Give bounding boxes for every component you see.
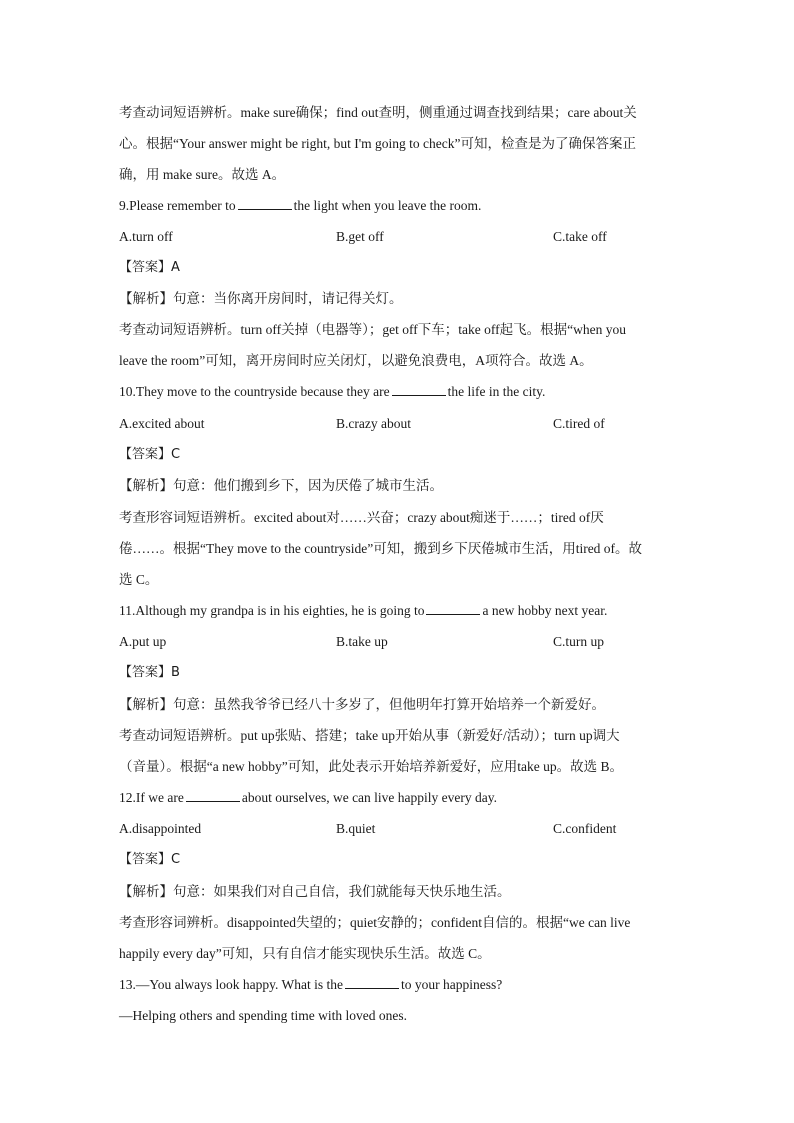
text-line: 确，用 make sure。故选 A。	[119, 167, 286, 182]
answer-blank	[345, 976, 399, 989]
explanation-line: 【解析】句意：当你离开房间时，请记得关灯。	[119, 291, 403, 306]
option-a: A.disappointed	[119, 821, 202, 836]
question-11-stem: 11.Although my grandpa is in his eighties, he is going to a new hobby next year.	[119, 603, 608, 618]
question-13-stem: 13.—You always look happy. What is the to your happiness?	[119, 977, 503, 992]
explanation-line: happily every day”可知，只有自信才能实现快乐生活。故选 C。	[119, 946, 491, 961]
explanation-line: leave the room”可知，离开房间时应关闭灯，以避免浪费电，A项符合。故选 A。	[119, 353, 593, 368]
option-a: A.excited about	[119, 416, 205, 431]
explanation-line: 【解析】句意：如果我们对自己自信，我们就能每天快乐地生活。	[119, 884, 511, 899]
text-line: 考查动词短语辨析。make sure确保；find out查明，侧重通过调查找到结果；care about关	[119, 105, 637, 120]
option-b: B.get off	[336, 229, 384, 244]
question-9-stem: 9.Please remember to the light when you leave the room.	[119, 198, 482, 213]
explanation-line: 考查形容词辨析。disappointed失望的；quiet安静的；confident自信的。根据“we can live	[119, 915, 631, 930]
option-a: A.put up	[119, 634, 167, 649]
answer-label: 【答案】A	[119, 260, 180, 275]
answer-blank	[392, 383, 446, 396]
explanation-line: 考查动词短语辨析。put up张贴、搭建；take up开始从事（新爱好/活动）；turn up调大	[119, 728, 620, 743]
answer-label: 【答案】B	[119, 665, 180, 680]
option-a: A.turn off	[119, 229, 173, 244]
explanation-line: 选 C。	[119, 572, 159, 587]
option-c: C.turn up	[553, 634, 605, 649]
explanation-line: 倦……。根据“They move to the countryside”可知，搬到乡下厌倦城市生活，用tired of。故	[119, 541, 643, 556]
question-10-stem: 10.They move to the countryside because they are the life in the city.	[119, 384, 546, 399]
explanation-line: 【解析】句意：虽然我爷爷已经八十多岁了，但他明年打算开始培养一个新爱好。	[119, 697, 605, 712]
explanation-line: 考查动词短语辨析。turn off关掉（电器等）；get off下车；take off起飞。根据“when you	[119, 322, 626, 337]
option-b: B.crazy about	[336, 416, 411, 431]
answer-blank	[238, 197, 292, 210]
question-13-reply: —Helping others and spending time with loved ones.	[119, 1008, 407, 1023]
option-c: C.confident	[553, 821, 617, 836]
option-b: B.take up	[336, 634, 388, 649]
answer-blank	[426, 602, 480, 615]
explanation-line: 【解析】句意：他们搬到乡下，因为厌倦了城市生活。	[119, 478, 443, 493]
explanation-line: （音量）。根据“a new hobby”可知，此处表示开始培养新爱好，应用take up。故选 B。	[119, 759, 623, 774]
option-b: B.quiet	[336, 821, 376, 836]
answer-label: 【答案】C	[119, 852, 181, 867]
answer-label: 【答案】C	[119, 447, 181, 462]
explanation-line: 考查形容词短语辨析。excited about对……兴奋；crazy about痴迷于……；tired of厌	[119, 510, 604, 525]
option-c: C.take off	[553, 229, 607, 244]
option-c: C.tired of	[553, 416, 605, 431]
question-12-stem: 12.If we are about ourselves, we can live happily every day.	[119, 790, 498, 805]
text-line: 心。根据“Your answer might be right, but I'm going to check”可知，检查是为了确保答案正	[119, 136, 637, 151]
answer-blank	[186, 789, 240, 802]
